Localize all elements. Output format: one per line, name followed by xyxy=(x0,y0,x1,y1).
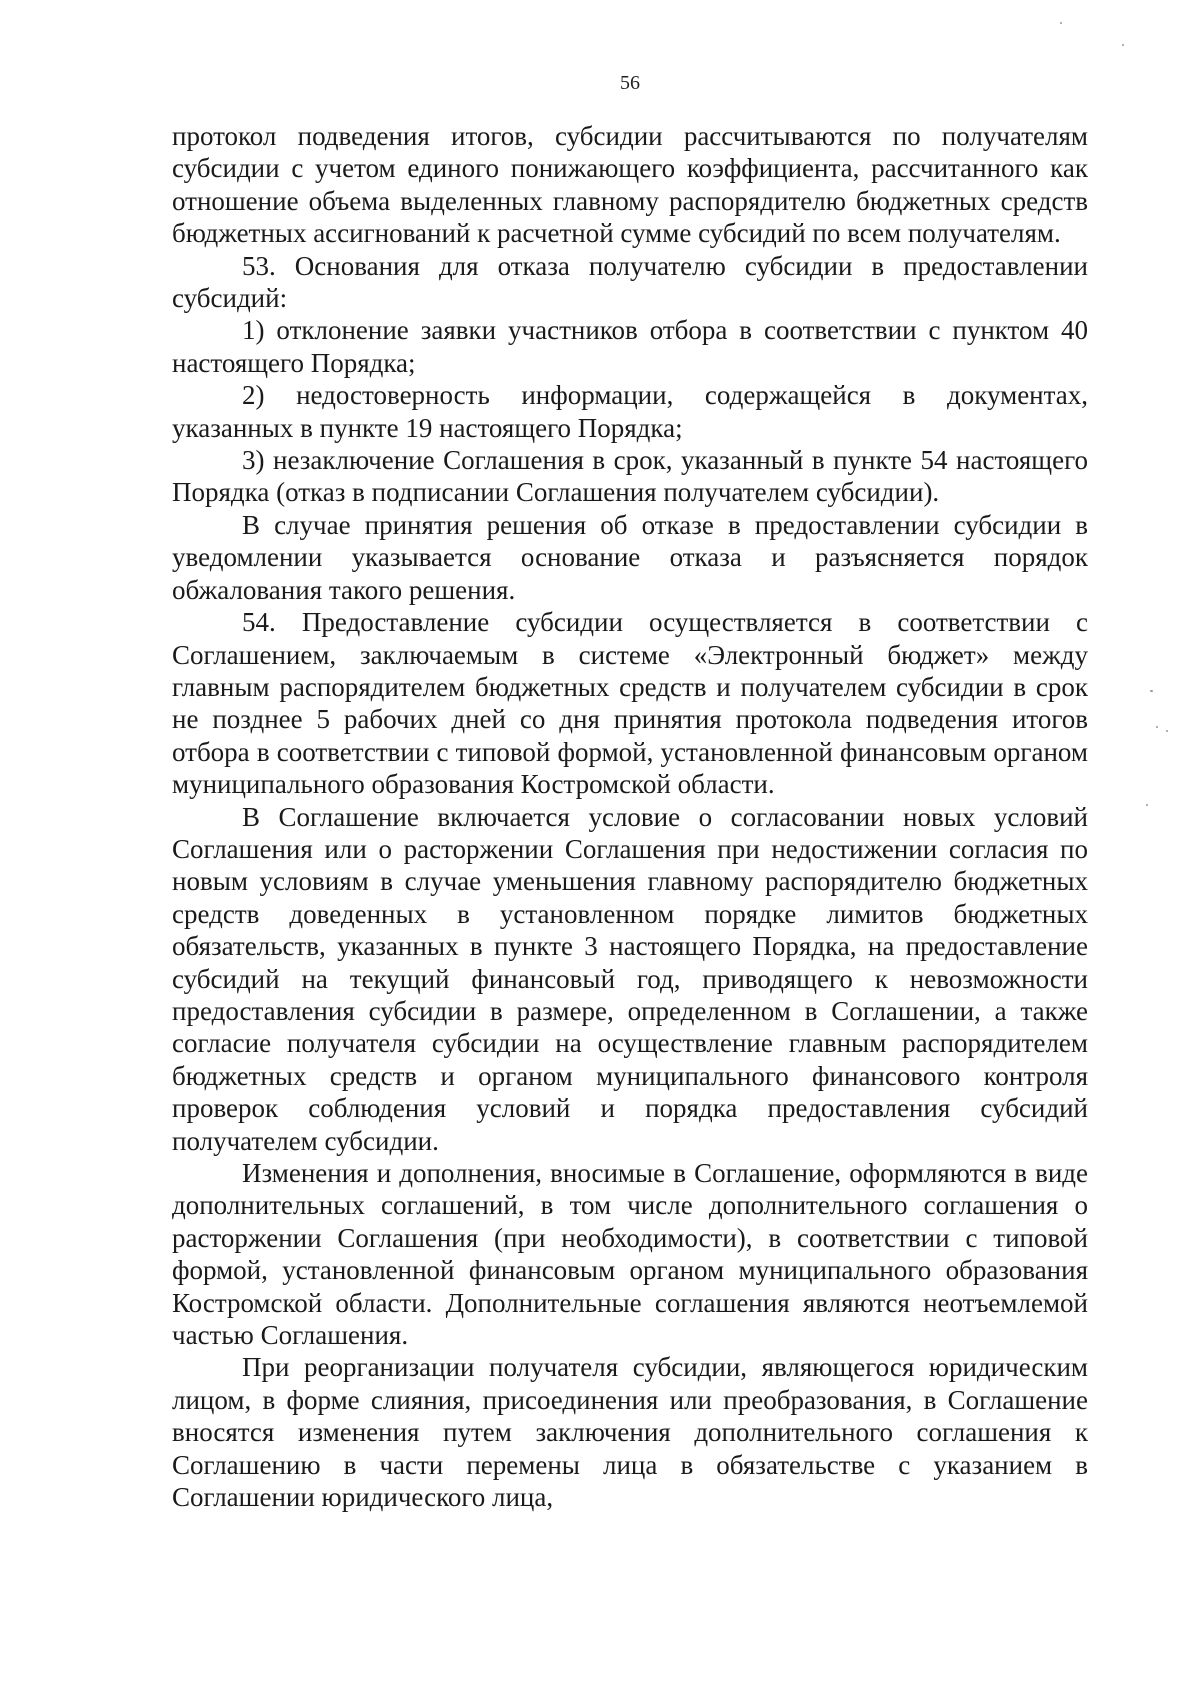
paragraph-reorganization: При реорганизации получателя субсидии, являющегося юридическим лицом, в форме слияния, присоединения или преобразования, в Соглашение вносятся изменения путем заключения дополнительного соглашения к Соглашению в части перемены лица в обязательстве с указанием в Соглашении юридического лица, xyxy=(172,1352,1088,1513)
paragraph-refusal-notice: В случае принятия решения об отказе в предоставлении субсидии в уведомлении указывается основание отказа и разъясняется порядок обжалования такого решения. xyxy=(172,509,1088,605)
scan-speck xyxy=(1146,804,1148,806)
scan-speck xyxy=(1060,22,1062,24)
list-item-1: 1) отклонение заявки участников отбора в соответствии с пунктом 40 настоящего Порядка; xyxy=(172,315,1088,378)
list-item-2: 2) недостоверность информации, содержащейся в документах, указанных в пункте 19 настоящего Порядка; xyxy=(172,380,1088,443)
scan-speck xyxy=(1122,44,1124,46)
paragraph-item-53: 53. Основания для отказа получателю субсидии в предоставлении субсидий: xyxy=(172,250,1088,314)
paragraph-item-54: 54. Предоставление субсидии осуществляется в соответствии с Соглашением, заключаемым в системе «Электронный бюджет» между главным распорядителем бюджетных средств и получателем субсидии в срок не позднее 5 рабочих дней со дня принятия протокола подведения итогов отбора в соответствии с типовой формой, установленной финансовым органом муниципального образования Костромской области. xyxy=(172,607,1088,800)
paragraph-agreement-conditions: В Соглашение включается условие о согласовании новых условий Соглашения или о расторжении Соглашения при недостижении согласия по новым условиям в случае уменьшения главному распорядителю бюджетных средств доведенных в установленном порядке лимитов бюджетных обязательств, указанных в пункте 3 настоящего Порядка, на предоставление субсидий на текущий финансовый год, приводящего к невозможности предоставления субсидии в размере, определенном в Соглашении, а также согласие получателя субсидии на осуществление главным распорядителем бюджетных средств и органом муниципального финансового контроля проверок соблюдения условий и порядка предоставления субсидий получателем субсидии. xyxy=(172,801,1088,1156)
scan-speck xyxy=(1156,726,1158,728)
paragraph-amendments: Изменения и дополнения, вносимые в Соглашение, оформляются в виде дополнительных соглашений, в том числе дополнительного соглашения о расторжении Соглашения (при необходимости), в соответствии с типовой формой, установленной финансовым органом муниципального образования Костромской области. Дополнительные соглашения являются неотъемлемой частью Соглашения. xyxy=(172,1158,1088,1351)
scan-speck xyxy=(1150,690,1153,692)
list-item-3: 3) незаключение Соглашения в срок, указанный в пункте 54 настоящего Порядка (отказ в подписании Соглашения получателем субсидии). xyxy=(172,445,1088,508)
scan-speck xyxy=(1166,730,1168,732)
page-number: 56 xyxy=(620,72,640,94)
paragraph-continuation: протокол подведения итогов, субсидии рассчитываются по получателям субсидии с учетом единого понижающего коэффициента, рассчитанного как отношение объема выделенных главному распорядителю бюджетных средств бюджетных ассигнований к расчетной сумме субсидий по всем получателям. xyxy=(172,121,1088,249)
document-body xyxy=(172,120,1088,1513)
